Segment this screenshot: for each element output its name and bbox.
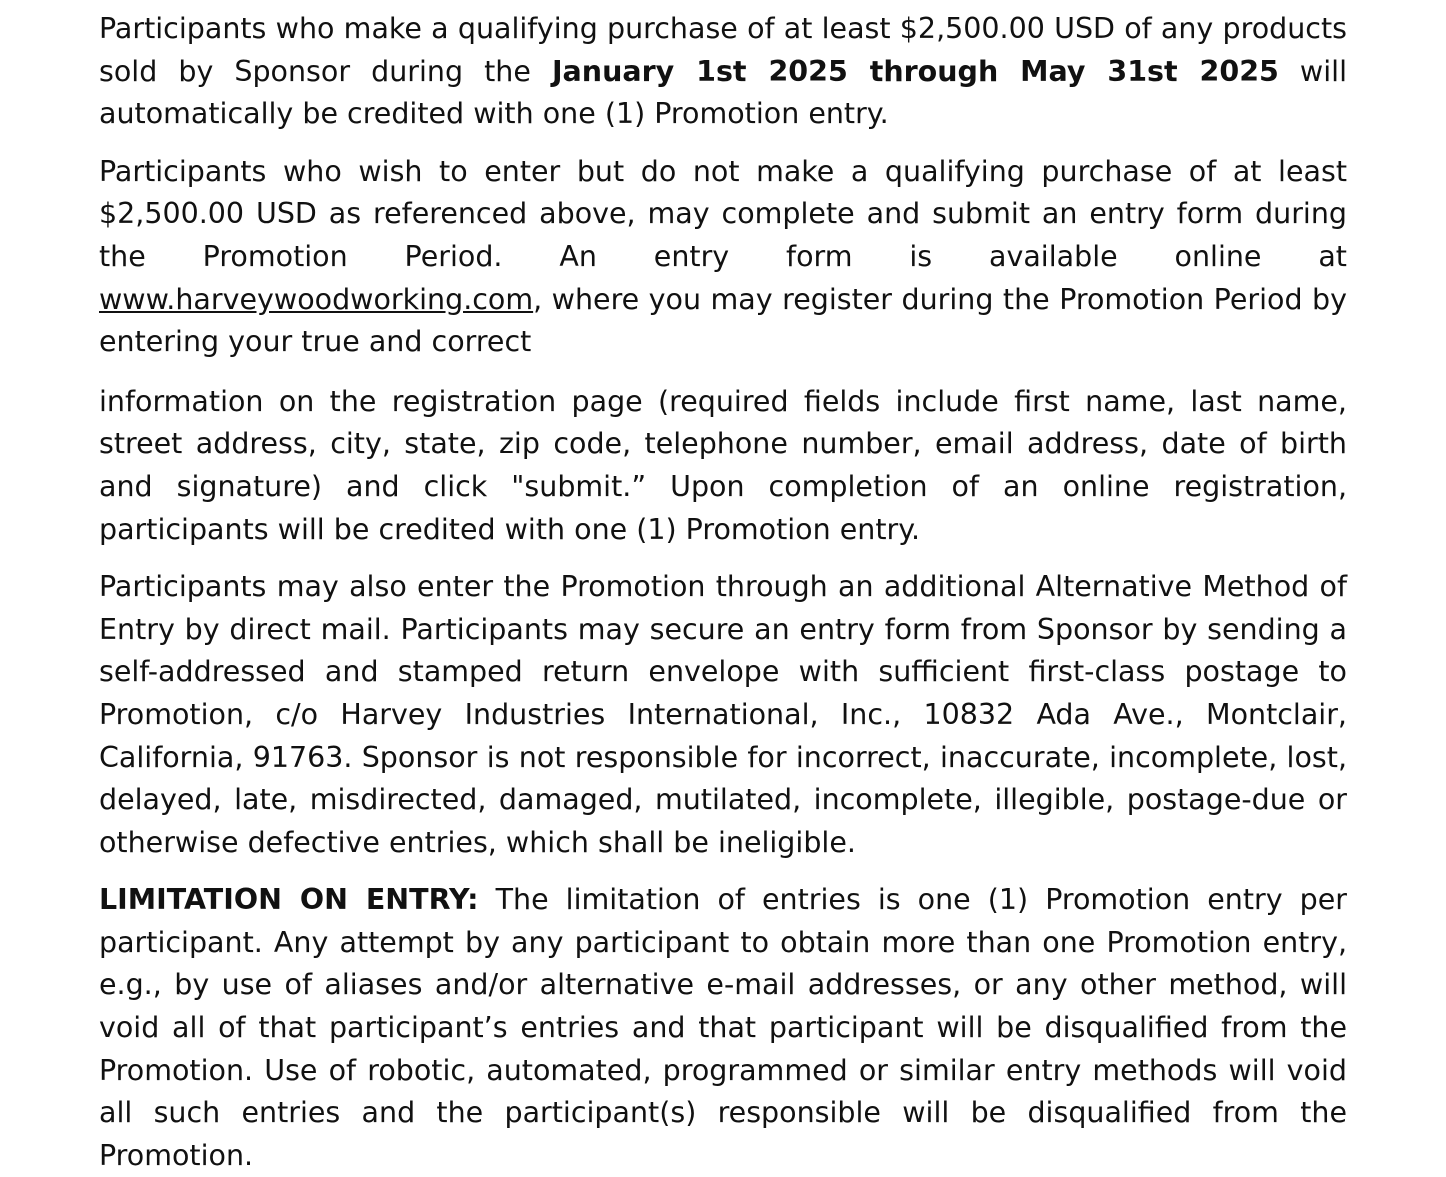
limitation-heading: LIMITATION ON ENTRY: xyxy=(99,883,479,917)
paragraph-qualifying-purchase xyxy=(99,8,1347,136)
paragraph-3-text: information on the registration page (required fields include first name, last name, street address, city, state, zip code, telephone number, email address, date of birth and signature) and click "submit.” Upon completion of an online registration, participants will be credited with one (1) Promotion entry. xyxy=(99,384,1347,546)
paragraph-5-text: The limitation of entries is one (1) Promotion entry per participant. Any attempt by any participant to obtain more than one Promotion entry, e.g., by use of aliases and/or alternative e-mail addresses, or any other method, will void all of that participant’s entries and that participant will be disqualified from the Promotion. Use of robotic, automated, programmed or similar entry methods will void all such entries and the participant(s) responsible will be disqualified from the Promotion. xyxy=(99,883,1348,1172)
paragraph-2-text-b: , where you may register during the Promotion Period by entering your true and correct xyxy=(99,282,1347,359)
harvey-woodworking-link[interactable]: www.harveywoodworking.com xyxy=(99,282,534,316)
paragraph-2-text-a: Participants who wish to enter but do not make a qualifying purchase of at least $2,500.00 USD as referenced above, may complete and submit an entry form during the Promotion Period. An entry form is available online at xyxy=(99,154,1347,273)
paragraph-4-text: Participants may also enter the Promotion through an additional Alternative Method of Entry by direct mail. Participants may secure an entry form from Sponsor by sending a self-addressed and stamped return envelope with sufficient first-class postage to Promotion, c/o Harvey Industries International, Inc., 10832 Ada Ave., Montclair, California, 91763. Sponsor is not responsible for incorrect, inaccurate, incomplete, lost, delayed, late, misdirected, damaged, mutilated, incomplete, illegible, postage-due or otherwise defective entries, which shall be ineligible. xyxy=(99,570,1347,859)
paragraph-online-entry xyxy=(99,151,1347,364)
document-page xyxy=(99,8,1347,1177)
paragraph-limitation-on-entry xyxy=(99,879,1347,1177)
promotion-dates: January 1st 2025 through May 31st 2025 xyxy=(551,54,1279,88)
paragraph-1-text-a: Participants who make a qualifying purchase of at least $2,500.00 USD of any products sold by Sponsor during the xyxy=(99,12,1347,88)
paragraph-mail-entry xyxy=(99,566,1347,864)
paragraph-1-text-b: will automatically be credited with one (1) Promotion entry. xyxy=(99,54,1347,131)
paragraph-registration-info xyxy=(99,381,1347,551)
